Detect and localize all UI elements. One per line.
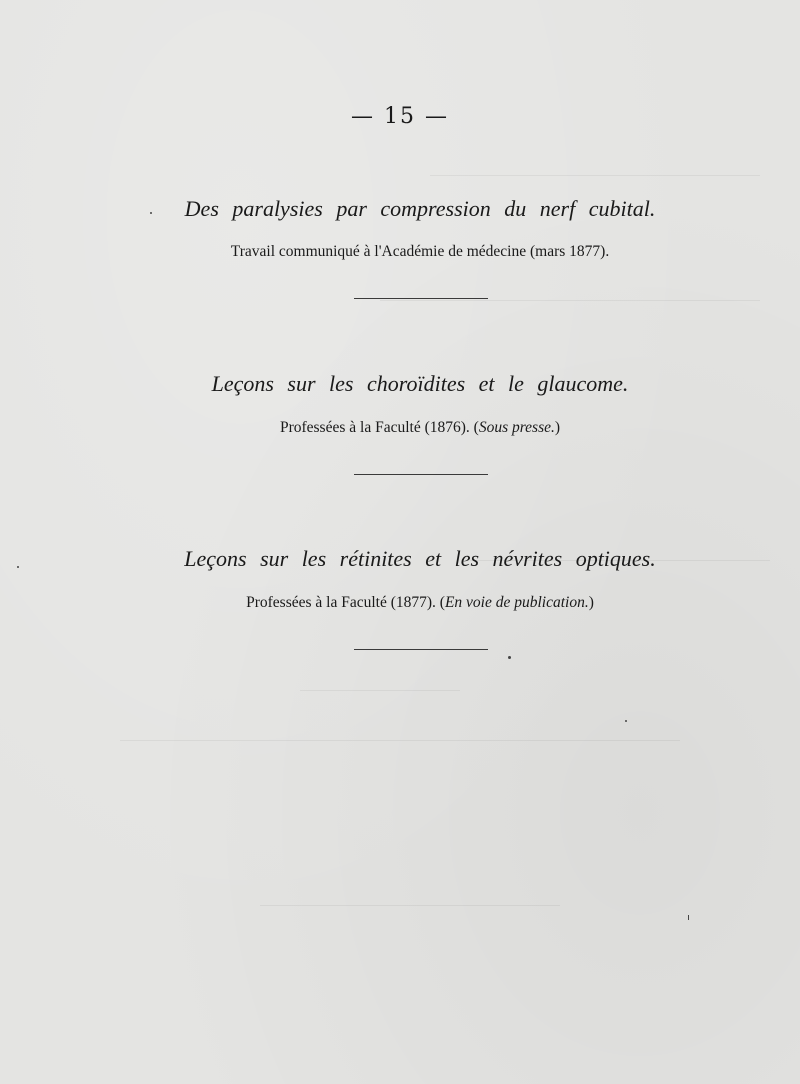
- dust-speck: [150, 212, 152, 214]
- section-divider: [354, 474, 488, 475]
- section-title: Des paralysies par compression du nerf cubital.: [184, 196, 656, 221]
- subtitle-italic: Sous presse.: [478, 419, 555, 436]
- dust-speck: [508, 656, 511, 659]
- section-subtitle: [0, 419, 800, 437]
- page-number: — 15 —: [351, 104, 449, 129]
- subtitle-italic: En voie de publication.: [444, 594, 589, 611]
- subtitle-suffix: ): [588, 594, 594, 611]
- subtitle-text: Professées à la Faculté (1877). (: [246, 594, 445, 611]
- section-title: Leçons sur les rétinites et les névrites optiques.: [184, 546, 656, 571]
- section-divider: [354, 298, 488, 299]
- dust-speck: [625, 720, 627, 722]
- section-subtitle: [0, 594, 800, 612]
- subtitle-suffix: ): [554, 419, 561, 436]
- section-subtitle: [0, 243, 800, 261]
- dust-speck: [17, 566, 19, 568]
- subtitle-text: Travail communiqué à l'Académie de médecine (mars 1877).: [230, 243, 610, 260]
- section-title: Leçons sur les choroïdites et le glaucome.: [211, 371, 629, 396]
- section-divider: [354, 649, 488, 650]
- subtitle-text: Professées à la Faculté (1876). (: [279, 419, 479, 436]
- dust-speck: [688, 915, 689, 920]
